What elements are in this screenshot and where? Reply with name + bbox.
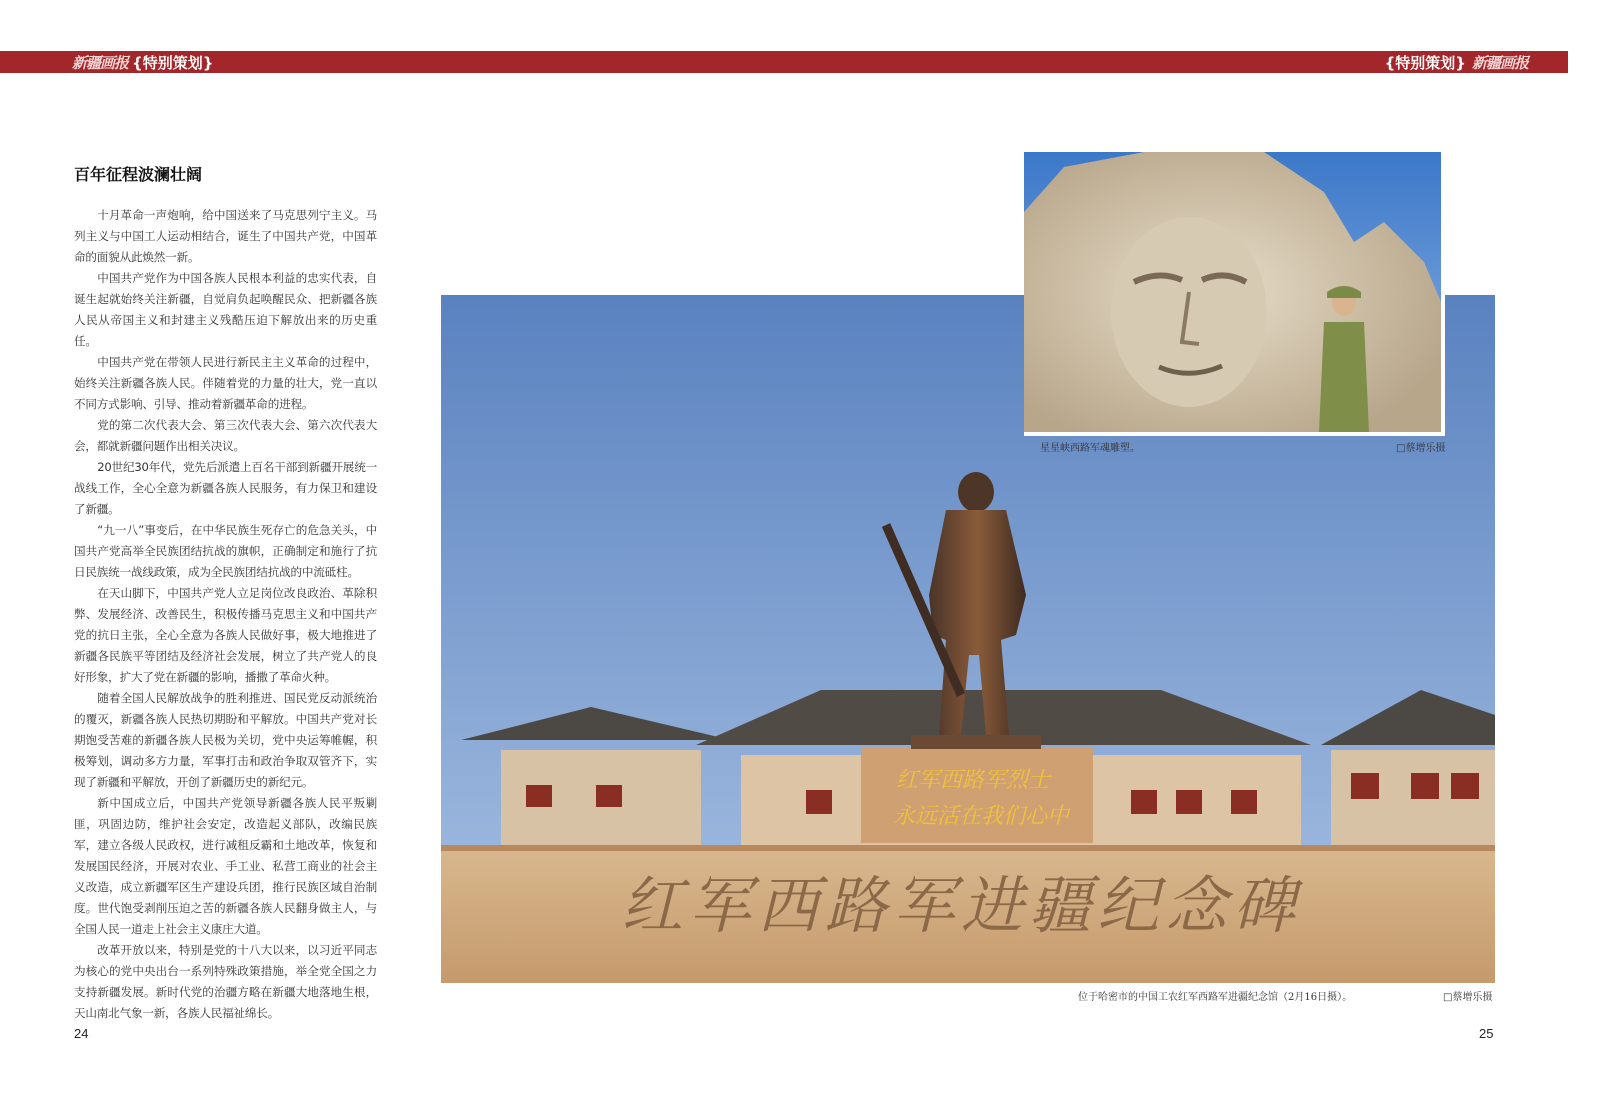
section-tag: {特别策划} [132, 53, 214, 72]
article-title: 百年征程波澜壮阔 [74, 165, 203, 184]
paragraph: 20世纪30年代，党先后派遣上百名干部到新疆开展统一战线工作，全心全意为新疆各族人民服务，有力保卫和建设了新疆。 [74, 460, 377, 516]
paragraph: “九一八”事变后，在中华民族生死存亡的危急关头，中国共产党高举全民族团结抗战的旗帜，正确制定和施行了抗日民族统一战线政策，成为全民族团结抗战的中流砥柱。 [74, 523, 377, 579]
header-left [72, 51, 217, 73]
paragraph: 十月革命一声炮响，给中国送来了马克思列宁主义。马列主义与中国工人运动相结合，诞生了中国共产党，中国革命的面貌从此焕然一新。 [74, 208, 377, 264]
header-band [0, 51, 1568, 73]
sculpture-photo [1024, 152, 1445, 436]
main-photo-caption: 位于哈密市的中国工农红军西路军进疆纪念馆（2月16日摄）。 [1078, 992, 1353, 1003]
magazine-brand-logo: 新疆画报 [72, 53, 129, 72]
inset-photo-caption: 星星峡西路军魂雕塑。 [1040, 443, 1140, 454]
paragraph: 党的第二次代表大会、第三次代表大会、第六次代表大会，都就新疆问题作出相关决议。 [74, 418, 377, 453]
section-tag: {特别策划} [1384, 53, 1466, 72]
inset-photo-credit: □蔡增乐摄 [1396, 443, 1446, 454]
paragraph: 中国共产党在带领人民进行新民主主义革命的过程中，始终关注新疆各族人民。伴随着党的力量的壮大，党一直以不同方式影响、引导、推动着新疆革命的进程。 [74, 355, 377, 411]
header-right [1381, 51, 1528, 73]
plaque-inscription-line2: 永远活在我们心中 [892, 804, 1070, 829]
magazine-brand-logo: 新疆画报 [1471, 53, 1528, 72]
main-photo-credit: □蔡增乐摄 [1443, 992, 1493, 1003]
page-number-left: 24 [74, 1026, 89, 1041]
monument-inscription: 红军西路军进疆纪念碑 [620, 869, 1302, 942]
paragraph: 改革开放以来，特别是党的十八大以来，以习近平同志为核心的党中央出台一系列特殊政策措施，举全党全国之力支持新疆发展。新时代党的治疆方略在新疆大地落地生根，天山南北气象一新，各族人民福祉绵长。 [74, 943, 377, 1020]
article-body [74, 205, 377, 1024]
paragraph: 随着全国人民解放战争的胜利推进、国民党反动派统治的覆灭，新疆各族人民热切期盼和平解放。中国共产党对长期饱受苦难的新疆各族人民极为关切，党中央运筹帷幄，积极筹划，调动多方力量，军事打击和政治争取双管齐下，实现了新疆和平解放，开创了新疆历史的新纪元。 [74, 691, 377, 789]
plaque-inscription-line1: 红军西路军烈士 [895, 768, 1051, 793]
paragraph: 中国共产党作为中国各族人民根本利益的忠实代表，自诞生起就始终关注新疆，自觉肩负起唤醒民众、把新疆各族人民从帝国主义和封建主义残酷压迫下解放出来的历史重任。 [74, 271, 377, 348]
page-number-right: 25 [1479, 1026, 1494, 1041]
paragraph: 新中国成立后，中国共产党领导新疆各族人民平叛剿匪，巩固边防，维护社会安定，改造起义部队，改编民族军，建立各级人民政权，进行减租反霸和土地改革，恢复和发展国民经济，开展对农业、手工业、私营工商业的社会主义改造，成立新疆军区生产建设兵团，推行民族区域自治制度。世代饱受剥削压迫之苦的新疆各族人民翻身做主人，与全国人民一道走上社会主义康庄大道。 [74, 796, 377, 936]
paragraph: 在天山脚下，中国共产党人立足岗位改良政治、革除积弊、发展经济、改善民生，积极传播马克思主义和中国共产党的抗日主张，全心全意为各族人民做好事，极大地推进了新疆各民族平等团结及经济社会发展，树立了共产党人的良好形象，扩大了党在新疆的影响，播撒了革命火种。 [74, 586, 377, 684]
